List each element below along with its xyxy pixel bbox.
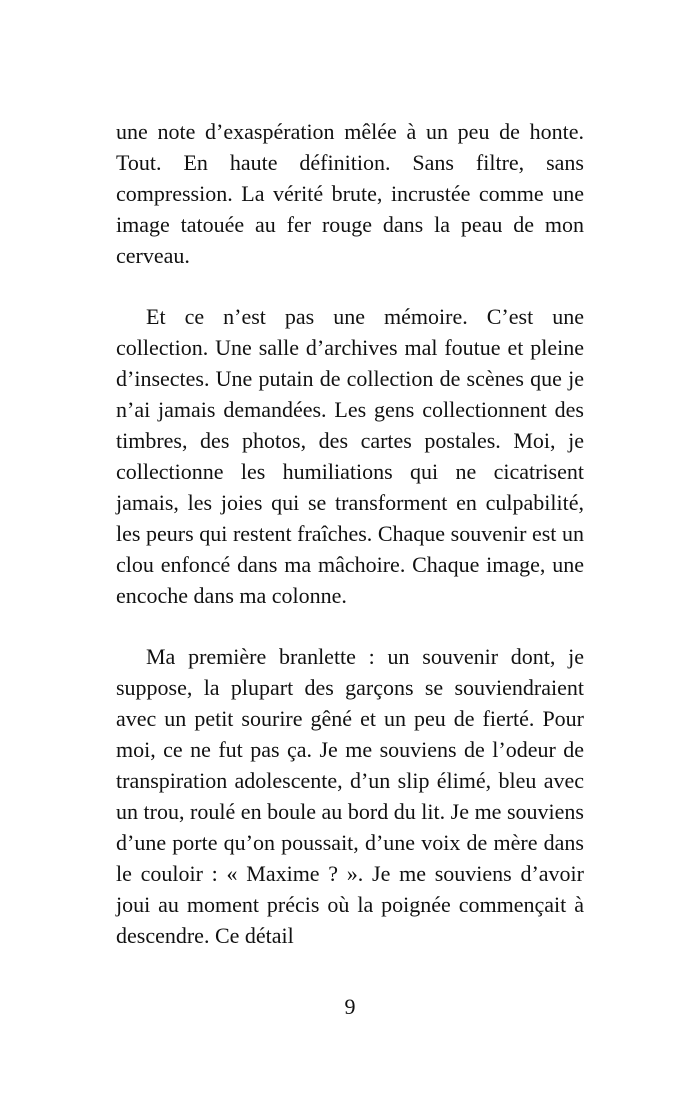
paragraph-2: Et ce n’est pas une mémoire. C’est une collection. Une salle d’archives mal foutue et pleine d’insectes. Une putain de collection de scènes que je n’ai jamais demandées. Les gens collectionnent des timbres, des photos, des cartes postales. Moi, je collectionne les humiliations qui ne cicatrisent jamais, les joies qui se transforment en culpabilité, les peurs qui restent fraîches. Chaque souvenir est un clou enfoncé dans ma mâchoire. Chaque image, une encoche dans ma colonne. (116, 304, 584, 608)
page-number: 9 (344, 994, 356, 1019)
paragraph-3: Ma première branlette : un souvenir dont, je suppose, la plupart des garçons se souviendraient avec un petit sourire gêné et un peu de fierté. Pour moi, ce ne fut pas ça. Je me souviens de l’odeur de transpiration adolescente, d’un slip élimé, bleu avec un trou, roulé en boule au bord du lit. Je me souviens d’une porte qu’on poussait, d’une voix de mère dans le couloir : « Maxime ? ». Je me souviens d’avoir joui au moment précis où la poignée commençait à descendre. Ce détail (116, 644, 584, 948)
body-text (116, 117, 584, 951)
paragraph-1: une note d’exaspération mêlée à un peu de honte. Tout. En haute définition. Sans filtre, sans compression. La vérité brute, incrustée comme une image tatouée au fer rouge dans la peau de mon cerveau. (116, 119, 584, 268)
